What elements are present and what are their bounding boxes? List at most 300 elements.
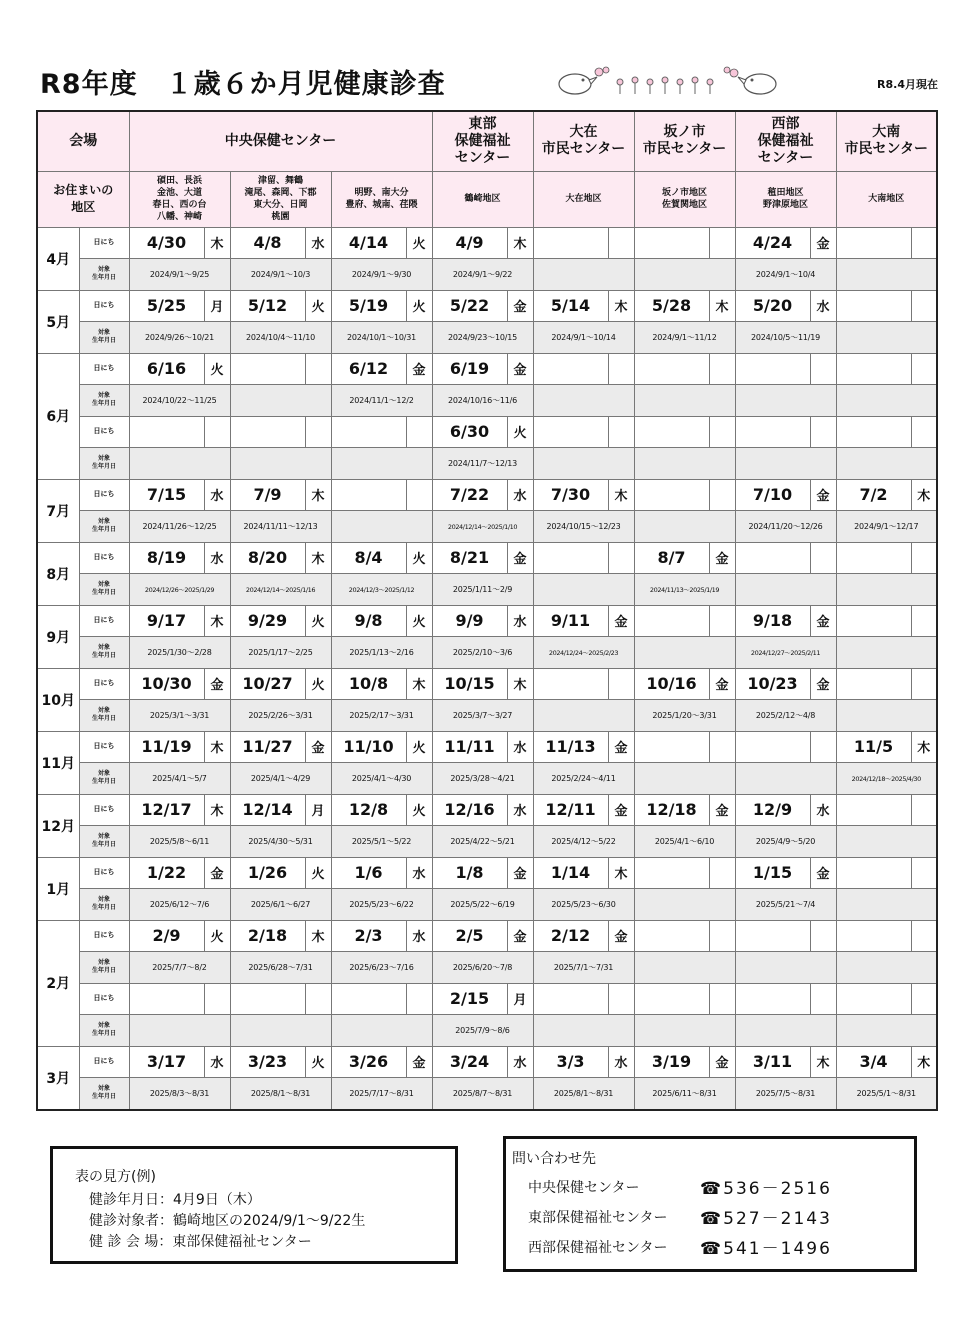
checkup-date: 12/8	[331, 794, 406, 825]
weekday: 火	[204, 353, 230, 384]
checkup-date: 5/25	[129, 290, 204, 321]
birth-row-label-line: 生年月日	[91, 715, 116, 722]
target-birth-range: 2025/2/10～3/6	[432, 636, 533, 668]
target-birth-range: 2025/2/24～4/11	[533, 762, 634, 794]
birth-row-label	[79, 951, 129, 983]
weekday: 金	[810, 857, 836, 888]
area-name-line: 大在地区	[565, 194, 602, 204]
empty-date-cell	[836, 857, 911, 888]
month-label: 6月	[37, 353, 79, 479]
birth-row-label	[79, 888, 129, 920]
target-birth-range	[836, 825, 937, 857]
empty-weekday-cell	[608, 227, 634, 258]
birth-row-label	[79, 258, 129, 290]
empty-date-cell	[735, 416, 810, 447]
target-birth-range: 2025/4/30～5/31	[230, 825, 331, 857]
target-birth-range: 2024/9/1～9/30	[331, 258, 432, 290]
target-birth-range: 2025/1/20～3/31	[634, 699, 735, 731]
checkup-date: 9/29	[230, 605, 305, 636]
checkup-date: 12/14	[230, 794, 305, 825]
target-birth-range: 2025/5/1～8/31	[836, 1077, 937, 1110]
empty-date-cell	[634, 857, 709, 888]
empty-weekday-cell	[911, 353, 937, 384]
empty-date-cell	[634, 983, 709, 1014]
date-row	[37, 731, 937, 762]
empty-weekday-cell	[406, 983, 432, 1014]
birth-row-label-line: 対象	[97, 392, 110, 399]
area-header	[735, 171, 836, 227]
venue-header	[129, 111, 432, 171]
area-header	[533, 171, 634, 227]
date-row-label: 日にち	[79, 605, 129, 636]
target-birth-range: 2024/9/1～9/22	[432, 258, 533, 290]
checkup-date: 3/23	[230, 1046, 305, 1077]
weekday: 木	[204, 794, 230, 825]
target-birth-range: 2024/9/1～9/25	[129, 258, 230, 290]
birth-row-label-line: 生年月日	[91, 526, 116, 533]
birth-range-row	[37, 888, 937, 920]
target-birth-range: 2025/7/7～8/2	[129, 951, 230, 983]
target-birth-range	[836, 699, 937, 731]
birth-row-label-line: 生年月日	[91, 463, 116, 470]
target-birth-range	[836, 951, 937, 983]
birth-row-label-line: 生年月日	[91, 400, 116, 407]
birth-row-label	[79, 636, 129, 668]
birth-row-label-line: 対象	[97, 518, 110, 525]
weekday: 木	[911, 1046, 937, 1077]
target-birth-range	[533, 699, 634, 731]
venue-name-line: 保健福祉	[454, 132, 511, 149]
birth-row-label-line: 対象	[97, 1022, 110, 1029]
empty-weekday-cell	[608, 668, 634, 699]
weekday: 金	[305, 731, 331, 762]
empty-date-cell	[836, 794, 911, 825]
date-row	[37, 1046, 937, 1077]
area-name-line: 大南地区	[868, 194, 905, 204]
venue-name-line: 市民センター	[844, 141, 928, 158]
target-birth-range: 2025/3/28～4/21	[432, 762, 533, 794]
target-birth-range	[836, 636, 937, 668]
empty-weekday-cell	[810, 731, 836, 762]
area-header	[432, 171, 533, 227]
target-birth-range: 2025/8/1～8/31	[230, 1077, 331, 1110]
empty-date-cell	[836, 416, 911, 447]
empty-date-cell	[836, 542, 911, 573]
legend-line-target: 健診対象者：鶴崎地区の2024/9/1～9/22生	[89, 1213, 366, 1229]
weekday: 木	[305, 542, 331, 573]
target-birth-range: 2025/5/23～6/30	[533, 888, 634, 920]
birth-row-label	[79, 825, 129, 857]
contact-phone: ☎536－2516	[700, 1179, 832, 1199]
empty-date-cell	[634, 353, 709, 384]
venue-name-line: 保健福祉	[757, 132, 814, 149]
empty-date-cell	[634, 920, 709, 951]
contact-title: 問い合わせ先	[512, 1151, 596, 1167]
birth-row-label-line: 対象	[97, 707, 110, 714]
birth-row-label	[79, 447, 129, 479]
area-name-line: 桃園	[271, 212, 290, 222]
empty-weekday-cell	[709, 920, 735, 951]
birth-row-label	[79, 384, 129, 416]
checkup-date: 5/22	[432, 290, 507, 321]
venue-header	[533, 111, 634, 171]
target-birth-range: 2025/4/22～5/21	[432, 825, 533, 857]
checkup-date: 9/18	[735, 605, 810, 636]
empty-date-cell	[129, 416, 204, 447]
target-birth-range	[634, 447, 735, 479]
weekday: 木	[204, 227, 230, 258]
birth-row-label	[79, 699, 129, 731]
birth-range-row	[37, 258, 937, 290]
area-name-line: 稙田地区	[767, 188, 804, 198]
checkup-date: 3/17	[129, 1046, 204, 1077]
birth-row-label-line: 対象	[97, 455, 110, 462]
birth-row-label-line: 生年月日	[91, 652, 116, 659]
checkup-date: 10/23	[735, 668, 810, 699]
target-birth-range: 2024/11/7～12/13	[432, 447, 533, 479]
weekday: 金	[507, 353, 533, 384]
checkup-date: 9/17	[129, 605, 204, 636]
area-name-line: 佐賀関地区	[661, 200, 707, 210]
checkup-date: 8/20	[230, 542, 305, 573]
target-birth-range: 2025/6/11～8/31	[634, 1077, 735, 1110]
empty-weekday-cell	[709, 731, 735, 762]
empty-weekday-cell	[709, 479, 735, 510]
target-birth-range	[634, 384, 735, 416]
checkup-date: 1/22	[129, 857, 204, 888]
checkup-date: 11/11	[432, 731, 507, 762]
empty-weekday-cell	[204, 983, 230, 1014]
weekday: 金	[507, 857, 533, 888]
target-birth-range: 2024/11/1～12/2	[331, 384, 432, 416]
checkup-date: 12/9	[735, 794, 810, 825]
checkup-date: 2/9	[129, 920, 204, 951]
empty-date-cell	[634, 416, 709, 447]
venue-name-line: 中央保健センター	[224, 132, 337, 149]
weekday: 木	[305, 479, 331, 510]
month-label: 1月	[37, 857, 79, 920]
target-birth-range: 2025/8/3～8/31	[129, 1077, 230, 1110]
empty-date-cell	[634, 227, 709, 258]
weekday: 火	[406, 605, 432, 636]
target-birth-range	[634, 762, 735, 794]
weekday: 金	[709, 542, 735, 573]
area-name-line: 豊府、城南、荏隈	[345, 200, 418, 210]
birth-range-row	[37, 384, 937, 416]
date-row-label: 日にち	[79, 227, 129, 258]
area-name-line: 野津原地区	[762, 200, 808, 210]
weekday: 金	[507, 920, 533, 951]
weekday: 金	[507, 542, 533, 573]
contact-name: 西部保健福祉センター	[528, 1240, 668, 1256]
empty-date-cell	[230, 416, 305, 447]
empty-weekday-cell	[305, 353, 331, 384]
weekday: 木	[406, 668, 432, 699]
target-birth-range: 2025/3/7～3/27	[432, 699, 533, 731]
weekday: 金	[608, 731, 634, 762]
empty-weekday-cell	[608, 353, 634, 384]
checkup-date: 9/9	[432, 605, 507, 636]
weekday: 木	[911, 479, 937, 510]
area-header-label	[37, 171, 129, 227]
birth-row-label-line: 生年月日	[91, 904, 116, 911]
weekday: 水	[507, 731, 533, 762]
checkup-date: 8/7	[634, 542, 709, 573]
area-header	[129, 171, 230, 227]
weekday: 火	[406, 542, 432, 573]
checkup-date: 3/19	[634, 1046, 709, 1077]
venue-name-line: 東部	[468, 115, 497, 132]
checkup-date: 1/14	[533, 857, 608, 888]
date-row-label: 日にち	[79, 731, 129, 762]
target-birth-range: 2024/9/1～10/14	[533, 321, 634, 353]
weekday: 水	[507, 479, 533, 510]
birth-range-row	[37, 636, 937, 668]
empty-date-cell	[533, 668, 608, 699]
empty-weekday-cell	[305, 416, 331, 447]
checkup-date: 2/5	[432, 920, 507, 951]
empty-date-cell	[230, 983, 305, 1014]
area-label-line: お住まいの	[53, 183, 114, 197]
weekday: 月	[507, 983, 533, 1014]
area-name-line: 鶴崎地区	[464, 194, 501, 204]
checkup-date: 4/24	[735, 227, 810, 258]
empty-weekday-cell	[911, 605, 937, 636]
target-birth-range: 2024/9/1～12/17	[836, 510, 937, 542]
target-birth-range	[533, 447, 634, 479]
empty-date-cell	[836, 605, 911, 636]
target-birth-range: 2024/9/1～11/12	[634, 321, 735, 353]
target-birth-range: 2024/10/16～11/6	[432, 384, 533, 416]
birth-row-label	[79, 1014, 129, 1046]
target-birth-range: 2025/4/9～5/20	[735, 825, 836, 857]
target-birth-range: 2025/6/20～7/8	[432, 951, 533, 983]
checkup-date: 3/11	[735, 1046, 810, 1077]
checkup-date: 5/20	[735, 290, 810, 321]
as-of-date: R8.4月現在	[877, 78, 938, 91]
checkup-date: 12/17	[129, 794, 204, 825]
weekday: 木	[204, 731, 230, 762]
area-name-line: 八幡、神崎	[156, 212, 202, 222]
empty-weekday-cell	[406, 416, 432, 447]
weekday: 金	[608, 794, 634, 825]
target-birth-range	[533, 1014, 634, 1046]
empty-weekday-cell	[810, 920, 836, 951]
weekday: 水	[810, 290, 836, 321]
area-header	[634, 171, 735, 227]
checkup-date: 1/6	[331, 857, 406, 888]
checkup-date: 2/15	[432, 983, 507, 1014]
target-birth-range: 2024/11/13～2025/1/19	[634, 573, 735, 605]
checkup-date: 12/18	[634, 794, 709, 825]
venue-name-line: センター	[454, 149, 511, 166]
month-label: 2月	[37, 920, 79, 1046]
target-birth-range	[331, 447, 432, 479]
checkup-date: 8/19	[129, 542, 204, 573]
empty-date-cell	[533, 227, 608, 258]
empty-date-cell	[735, 542, 810, 573]
target-birth-range	[533, 573, 634, 605]
birth-row-label-line: 対象	[97, 581, 110, 588]
empty-date-cell	[836, 668, 911, 699]
birth-row-label	[79, 762, 129, 794]
weekday: 木	[608, 479, 634, 510]
target-birth-range: 2025/7/9～8/6	[432, 1014, 533, 1046]
empty-weekday-cell	[911, 920, 937, 951]
checkup-date: 10/16	[634, 668, 709, 699]
checkup-date: 1/15	[735, 857, 810, 888]
checkup-date: 5/19	[331, 290, 406, 321]
checkup-date: 7/22	[432, 479, 507, 510]
weekday: 水	[204, 1046, 230, 1077]
target-birth-range	[230, 384, 331, 416]
checkup-date: 3/24	[432, 1046, 507, 1077]
contact-phone: ☎541－1496	[700, 1239, 832, 1259]
birth-row-label-line: 生年月日	[91, 778, 116, 785]
date-row	[37, 290, 937, 321]
date-row	[37, 416, 937, 447]
weekday: 金	[810, 479, 836, 510]
weekday: 水	[305, 227, 331, 258]
target-birth-range	[634, 510, 735, 542]
checkup-date: 10/27	[230, 668, 305, 699]
birth-row-label-line: 対象	[97, 644, 110, 651]
empty-date-cell	[634, 605, 709, 636]
target-birth-range: 2025/2/17～3/31	[331, 699, 432, 731]
checkup-date: 7/15	[129, 479, 204, 510]
birth-row-label	[79, 510, 129, 542]
birth-row-label-line: 生年月日	[91, 337, 116, 344]
venue-header	[735, 111, 836, 171]
checkup-date: 3/3	[533, 1046, 608, 1077]
target-birth-range: 2025/1/11～2/9	[432, 573, 533, 605]
checkup-date: 9/11	[533, 605, 608, 636]
checkup-date: 3/26	[331, 1046, 406, 1077]
date-row-label: 日にち	[79, 416, 129, 447]
empty-weekday-cell	[810, 416, 836, 447]
target-birth-range: 2025/4/1～6/10	[634, 825, 735, 857]
empty-date-cell	[836, 353, 911, 384]
venue-name-line: 市民センター	[642, 141, 727, 158]
month-label: 9月	[37, 605, 79, 668]
target-birth-range: 2025/3/1～3/31	[129, 699, 230, 731]
target-birth-range	[634, 888, 735, 920]
checkup-date: 11/13	[533, 731, 608, 762]
empty-weekday-cell	[709, 605, 735, 636]
checkup-date: 8/4	[331, 542, 406, 573]
checkup-date: 11/27	[230, 731, 305, 762]
birth-row-label-line: 対象	[97, 959, 110, 966]
date-row	[37, 605, 937, 636]
empty-weekday-cell	[406, 479, 432, 510]
venue-name-line: 市民センター	[541, 141, 626, 158]
weekday: 金	[204, 668, 230, 699]
month-label: 12月	[37, 794, 79, 857]
target-birth-range: 2025/7/1～7/31	[533, 951, 634, 983]
target-birth-range	[331, 510, 432, 542]
empty-date-cell	[533, 416, 608, 447]
checkup-date: 1/8	[432, 857, 507, 888]
checkup-date: 1/26	[230, 857, 305, 888]
area-name-line: 坂ノ市地区	[661, 188, 707, 198]
checkup-date: 6/19	[432, 353, 507, 384]
empty-date-cell	[331, 416, 406, 447]
area-header	[230, 171, 331, 227]
target-birth-range: 2024/9/1～10/3	[230, 258, 331, 290]
weekday: 火	[305, 668, 331, 699]
date-row	[37, 920, 937, 951]
empty-weekday-cell	[810, 542, 836, 573]
legend-box	[50, 1146, 458, 1264]
target-birth-range: 2025/5/8～6/11	[129, 825, 230, 857]
target-birth-range	[230, 1014, 331, 1046]
venue-header	[836, 111, 937, 171]
empty-date-cell	[533, 542, 608, 573]
empty-date-cell	[129, 983, 204, 1014]
checkup-date: 10/30	[129, 668, 204, 699]
target-birth-range: 2025/5/23～6/22	[331, 888, 432, 920]
birth-row-label-line: 生年月日	[91, 1030, 116, 1037]
weekday: 金	[810, 668, 836, 699]
target-birth-range	[836, 447, 937, 479]
empty-weekday-cell	[911, 794, 937, 825]
target-birth-range: 2025/1/17～2/25	[230, 636, 331, 668]
date-row	[37, 542, 937, 573]
target-birth-range: 2025/6/28～7/31	[230, 951, 331, 983]
target-birth-range: 2024/10/22～11/25	[129, 384, 230, 416]
date-row	[37, 983, 937, 1014]
empty-date-cell	[836, 983, 911, 1014]
weekday: 木	[709, 290, 735, 321]
checkup-date: 11/5	[836, 731, 911, 762]
weekday: 金	[608, 605, 634, 636]
target-birth-range: 2024/10/4～11/10	[230, 321, 331, 353]
target-birth-range	[836, 258, 937, 290]
target-birth-range	[735, 951, 836, 983]
weekday: 金	[709, 1046, 735, 1077]
weekday: 水	[406, 857, 432, 888]
target-birth-range: 2024/11/20～12/26	[735, 510, 836, 542]
birth-range-row	[37, 951, 937, 983]
weekday: 水	[810, 794, 836, 825]
area-name-line: 滝尾、森岡、下郡	[244, 188, 317, 198]
target-birth-range: 2025/6/12～7/6	[129, 888, 230, 920]
schedule-table	[36, 110, 938, 1111]
weekday: 火	[507, 416, 533, 447]
date-row-label: 日にち	[79, 1046, 129, 1077]
venue-name-line: 大南	[872, 124, 901, 141]
birth-range-row	[37, 762, 937, 794]
checkup-date: 10/8	[331, 668, 406, 699]
date-row	[37, 353, 937, 384]
weekday: 木	[305, 920, 331, 951]
weekday: 木	[810, 1046, 836, 1077]
target-birth-range	[836, 321, 937, 353]
weekday: 金	[608, 920, 634, 951]
area-name-line: 明野、南大分	[354, 188, 409, 198]
weekday: 水	[507, 794, 533, 825]
checkup-date: 6/16	[129, 353, 204, 384]
weekday: 月	[204, 290, 230, 321]
target-birth-range: 2024/12/18～2025/4/30	[836, 762, 937, 794]
empty-weekday-cell	[204, 416, 230, 447]
date-row-label: 日にち	[79, 668, 129, 699]
contact-name: 中央保健センター	[528, 1180, 640, 1196]
birth-row-label	[79, 1077, 129, 1110]
area-header	[331, 171, 432, 227]
birth-range-row	[37, 825, 937, 857]
checkup-date: 4/8	[230, 227, 305, 258]
